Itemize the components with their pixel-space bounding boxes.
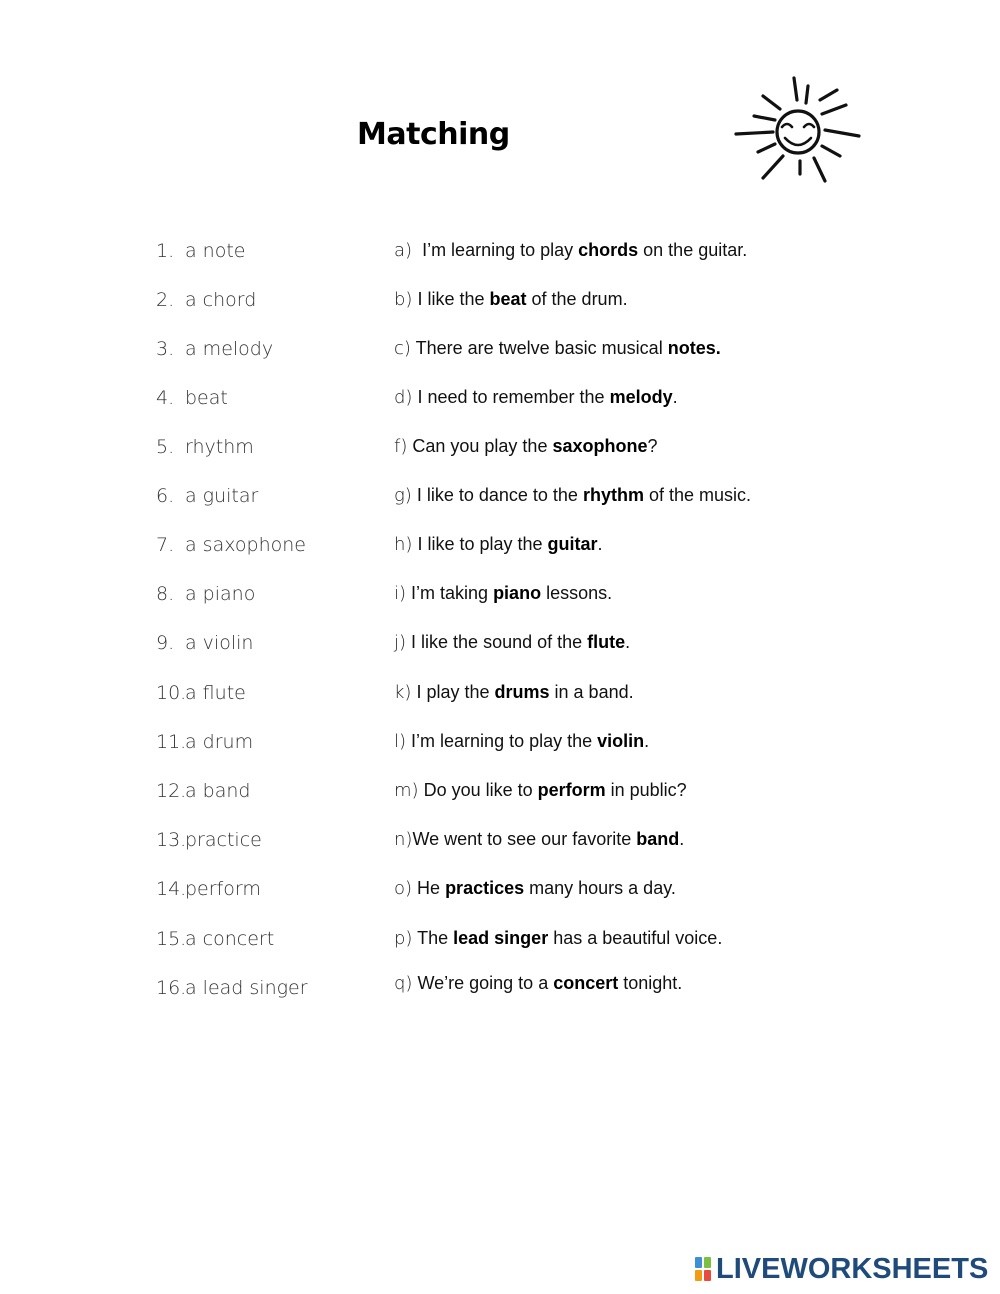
term-text: a drum (185, 731, 254, 753)
logo-mark-block-e (704, 1270, 711, 1281)
liveworksheets-logo (694, 1254, 988, 1284)
term-number: 4. (156, 387, 175, 409)
matching-row (0, 632, 1000, 662)
sentence-text-after: in public? (605, 780, 687, 800)
term-number: 7. (156, 534, 175, 556)
sentence-keyword: saxophone (552, 436, 648, 456)
term-number: 12. (156, 780, 187, 802)
term-text: a lead singer (185, 977, 308, 999)
sentence-text-after: . (672, 387, 678, 407)
term-item (156, 240, 246, 262)
term-number: 3. (156, 338, 175, 360)
sentence-text-before: I like the sound of the (406, 632, 588, 652)
term-text: a piano (185, 583, 256, 605)
sentence-text-before: Do you like to (418, 780, 538, 800)
sentence-keyword: piano (493, 583, 542, 603)
sentence-text-before: He (412, 878, 446, 898)
sentence-text-after: tonight. (618, 973, 683, 993)
matching-row (0, 928, 1000, 958)
sentence-letter: n) (394, 829, 413, 850)
sentence-text-after: . (625, 632, 631, 652)
term-number: 11. (156, 731, 187, 753)
sentence-item (394, 485, 751, 506)
matching-row (0, 829, 1000, 859)
sentence-text-before: We’re going to a (412, 973, 554, 993)
matching-row (0, 878, 1000, 908)
term-item (156, 829, 262, 851)
term-item (156, 338, 273, 360)
sentence-letter: p) (394, 928, 413, 949)
term-item (156, 928, 274, 950)
term-item (156, 977, 308, 999)
sentence-letter: m) (394, 780, 419, 801)
sentence-item (394, 780, 687, 801)
smiling-sun-icon (728, 70, 868, 190)
sentence-text-before: I like to dance to the (411, 485, 583, 505)
term-number: 8. (156, 583, 175, 605)
term-text: a chord (185, 289, 257, 311)
sentence-letter: k) (394, 682, 412, 703)
term-number: 2. (156, 289, 175, 311)
sentence-item (394, 829, 684, 850)
matching-row (0, 973, 1000, 1007)
sentence-item (394, 387, 678, 408)
term-number: 6. (156, 485, 175, 507)
logo-mark-block-l (695, 1257, 702, 1268)
sentence-text-after: in a band. (549, 682, 634, 702)
term-item (156, 485, 258, 507)
term-text: a violin (185, 632, 254, 654)
sentence-text-after: . (679, 829, 685, 849)
sentence-text-after: . (597, 534, 603, 554)
sentence-letter: f) (394, 436, 408, 457)
term-number: 14. (156, 878, 187, 900)
matching-row (0, 731, 1000, 761)
term-item (156, 289, 256, 311)
sentence-keyword: violin (597, 731, 645, 751)
sentence-item (394, 928, 722, 949)
sentence-item (394, 731, 649, 752)
sentence-text-after: lessons. (541, 583, 613, 603)
term-text: a concert (185, 928, 275, 950)
sentence-text-after: of the drum. (526, 289, 628, 309)
sentence-letter: h) (394, 534, 413, 555)
sentence-keyword: guitar (547, 534, 598, 554)
sentence-text-after: on the guitar. (638, 240, 748, 260)
sentence-text-after: of the music. (643, 485, 751, 505)
sentence-keyword: melody (609, 387, 673, 407)
term-item (156, 436, 254, 458)
sentence-keyword: concert (553, 973, 619, 993)
sentence-text-before: I’m learning to play (412, 240, 579, 260)
logo-mark-block-v (695, 1270, 702, 1281)
term-text: a note (185, 240, 246, 262)
sentence-text-before: The (412, 928, 454, 948)
sentence-text-before: I need to remember the (412, 387, 610, 407)
term-item (156, 632, 253, 654)
sentence-text-after: ? (647, 436, 658, 456)
sentence-text-before: I like to play the (412, 534, 548, 554)
sentence-letter: d) (394, 387, 413, 408)
sentence-text-before: There are twelve basic musical (410, 338, 668, 358)
term-item (156, 731, 253, 753)
sentence-keyword: flute (587, 632, 626, 652)
term-item (156, 878, 261, 900)
term-item (156, 387, 228, 409)
sentence-text-before: We went to see our favorite (412, 829, 637, 849)
matching-row (0, 485, 1000, 515)
sentence-letter: g) (394, 485, 412, 506)
sentence-letter: c) (394, 338, 411, 359)
matching-row (0, 780, 1000, 810)
sentence-item (394, 338, 721, 359)
sentence-item (394, 682, 634, 703)
sentence-keyword: beat (489, 289, 527, 309)
sentence-letter: l) (394, 731, 407, 752)
matching-row (0, 289, 1000, 319)
term-text: a flute (185, 682, 246, 704)
term-number: 10. (156, 682, 187, 704)
term-text: a guitar (185, 485, 259, 507)
term-number: 9. (156, 632, 175, 654)
sentence-letter: a) (394, 240, 413, 261)
sentence-letter: o) (394, 878, 413, 899)
term-number: 15. (156, 928, 187, 950)
term-text: beat (185, 387, 228, 409)
term-text: a saxophone (185, 534, 306, 556)
sentence-item (394, 973, 682, 994)
term-item (156, 583, 255, 605)
term-item (156, 780, 251, 802)
logo-mark-block-i (704, 1257, 711, 1268)
sentence-keyword: practices (445, 878, 525, 898)
page-title: Matching (357, 117, 510, 152)
sentence-keyword: chords (578, 240, 639, 260)
sentence-keyword: perform (537, 780, 606, 800)
sentence-text-before: Can you play the (407, 436, 553, 456)
term-number: 1. (156, 240, 175, 262)
sentence-item (394, 632, 630, 653)
sentence-text-before: I’m learning to play the (406, 731, 598, 751)
matching-row (0, 682, 1000, 712)
sentence-keyword: drums (494, 682, 550, 702)
sentence-item (394, 289, 628, 310)
term-number: 16. (156, 977, 187, 999)
sentence-letter: i) (394, 583, 407, 604)
sentence-text-after: . (644, 731, 650, 751)
matching-row (0, 240, 1000, 270)
sentence-text-before: I’m taking (406, 583, 494, 603)
term-number: 13. (156, 829, 187, 851)
matching-row (0, 436, 1000, 466)
matching-row (0, 583, 1000, 613)
liveworksheets-logo-mark-icon (694, 1256, 712, 1282)
term-text: a band (185, 780, 251, 802)
sentence-keyword: rhythm (582, 485, 644, 505)
sentence-letter: j) (394, 632, 407, 653)
sentence-item (394, 583, 612, 604)
matching-row (0, 387, 1000, 417)
term-item (156, 682, 246, 704)
term-text: perform (185, 878, 261, 900)
sentence-text-after: has a beautiful voice. (548, 928, 723, 948)
term-text: rhythm (185, 436, 254, 458)
sentence-keyword: notes. (667, 338, 721, 358)
sentence-text-after: many hours a day. (524, 878, 676, 898)
matching-row (0, 534, 1000, 564)
matching-row (0, 338, 1000, 368)
liveworksheets-logo-text: LIVEWORKSHEETS (716, 1253, 989, 1285)
sentence-item (394, 534, 603, 555)
term-text: a melody (185, 338, 274, 360)
sentence-text-before: I play the (411, 682, 495, 702)
term-text: practice (185, 829, 262, 851)
sentence-letter: q) (394, 973, 413, 994)
term-item (156, 534, 306, 556)
sentence-item (394, 436, 658, 457)
sentence-item (394, 240, 747, 261)
sentence-letter: b) (394, 289, 413, 310)
sentence-keyword: lead singer (453, 928, 549, 948)
sentence-text-before: I like the (412, 289, 490, 309)
sentence-keyword: band (636, 829, 680, 849)
term-number: 5. (156, 436, 175, 458)
sentence-item (394, 878, 676, 899)
